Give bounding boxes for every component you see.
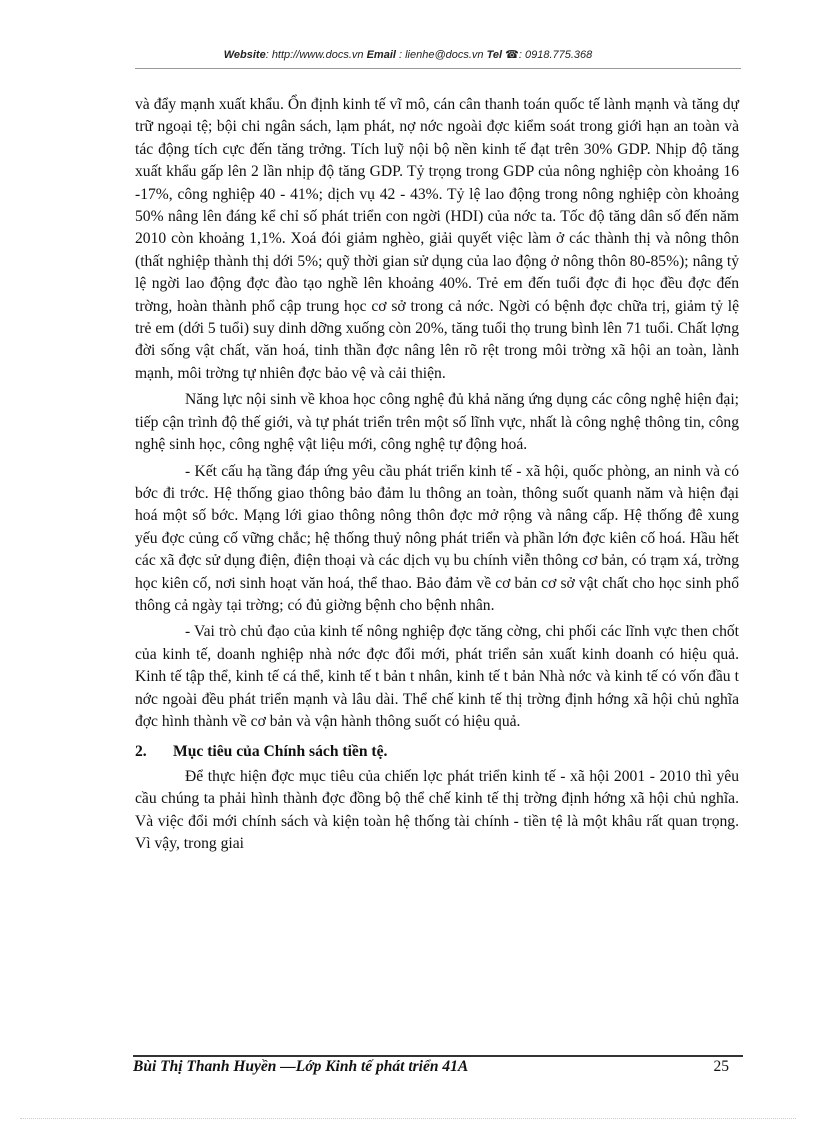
phone-icon: ☎ xyxy=(505,49,519,61)
page-number: 25 xyxy=(713,1058,729,1075)
section-paragraph: Để thực hiện đợc mục tiêu của chiến lợc phát triển kinh tế - xã hội 2001 - 2010 thì yêu cầu chúng ta phải hình thành đợc đồng bộ thể chế kinh tế thị trờng định hớng xã hội chủ nghĩa. Và việc đổi mới chính sách và kiện toàn hệ thống tài chính - tiền tệ là một khâu rất quan trọng. Vì vậy, trong giai xyxy=(135,767,739,852)
paragraph-1: và đẩy mạnh xuất khẩu. Ổn định kinh tế vĩ mô, cán cân thanh toán quốc tế lành mạnh và tăng dự trữ ngoại tệ; bội chi ngân sách, lạm phát, nợ nớc ngoài đợc kiểm soát trong giới hạn an toàn và tác động tích cực đến tăng trởng. Tích luỹ nội bộ nền kinh tế đạt trên 30% GDP. Nhịp độ tăng xuất khẩu gấp lên 2 lần nhịp độ tăng GDP. Tỷ trọng trong GDP của nông nghiệp còn khoảng 16 -17%, công nghiệp 40 - 41%; dịch vụ 42 - 43%. Tỷ lệ lao động trong nông nghiệp còn khoảng 50% nâng lên đáng kể chỉ số phát triển con ngời (HDI) của nớc ta. Tốc độ tăng dân số đến năm 2010 còn khoảng 1,1%. Xoá đói giảm nghèo, giải quyết việc làm ở các thành thị và nông thôn (thất nghiệp thành thị dới 5%; quỹ thời gian sử dụng của lao động ở nông thôn 80-85%); nâng tỷ lệ ngời lao động đợc đào tạo nghề lên khoảng 40%. Trẻ em đến tuổi đợc đi học đều đợc đến trờng, hoàn thành phổ cập trung học cơ sở trong cả nớc. Ngời có bệnh đợc chữa trị, giảm tỷ lệ trẻ em (dới 5 tuổi) suy dinh dỡng xuống còn 20%, tăng tuổi thọ trung bình lên 71 tuổi. Chất lợng đời sống vật chất, văn hoá, tinh thần đợc nâng lên rõ rệt trong môi trờng xã hội an toàn, lành mạnh, môi trờng tự nhiên đợc bảo vệ và cải thiện. xyxy=(135,96,739,382)
tel-label: Tel xyxy=(486,49,503,61)
page-header xyxy=(0,48,816,61)
header-divider xyxy=(135,68,741,69)
website-value: : http://www.docs.vn xyxy=(265,49,367,61)
section-number: 2. xyxy=(135,743,147,761)
footer-divider xyxy=(133,1055,743,1057)
website-label: Website xyxy=(223,49,266,61)
document-body xyxy=(135,94,739,855)
footer-author: Bùi Thị Thanh Huyền —Lớp Kinh tế phát triển 41A xyxy=(133,1058,469,1075)
tel-value: : 0918.775.368 xyxy=(518,49,593,61)
paragraph-4: - Vai trò chủ đạo của kinh tế nông nghiệp đợc tăng cờng, chi phối các lĩnh vực then chốt của kinh tế, doanh nghiệp nhà nớc đợc đổi mới, phát triển sản xuất kinh doanh có hiệu quả. Kinh tế tập thể, kinh tế cá thể, kinh tế t bản t nhân, kinh tế t bản Nhà nớc và kinh tế có vốn đầu t nớc ngoài đều phát triển mạnh và lâu dài. Thể chế kinh tế thị trờng định hớng xã hội chủ nghĩa đợc hình thành về cơ bản và vận hành thông suốt có hiệu quả. xyxy=(135,623,739,730)
paragraph-2: Năng lực nội sinh về khoa học công nghệ đủ khả năng ứng dụng các công nghệ hiện đại; tiếp cận trình độ thế giới, và tự phát triển trên một số lĩnh vực, nhất là công nghệ thông tin, công nghệ sinh học, công nghệ vật liệu mới, công nghệ tự động hoá. xyxy=(135,391,739,454)
email-label: Email xyxy=(366,49,396,61)
email-value: : lienhe@docs.vn xyxy=(395,49,487,61)
page-edge xyxy=(20,1118,796,1119)
section-title: Mục tiêu của Chính sách tiền tệ. xyxy=(173,743,388,761)
page-footer xyxy=(133,1058,741,1076)
section-heading xyxy=(135,741,739,763)
paragraph-3: - Kết cấu hạ tầng đáp ứng yêu cầu phát triển kinh tế - xã hội, quốc phòng, an ninh và có bớc đi trớc. Hệ thống giao thông bảo đảm lu thông an toàn, thông suốt quanh năm và hiện đại hoá một số bớc. Mạng lới giao thông nông thôn đợc mở rộng và nâng cấp. Hệ thống đê xung yếu đợc củng cố vững chắc; hệ thống thuỷ nông phát triển và phần lớn đợc kiên cố hoá. Hầu hết các xã đợc sử dụng điện, điện thoại và các dịch vụ bu chính viễn thông cơ bản, có trạm xá, trờng học kiên cố, nơi sinh hoạt văn hoá, thể thao. Bảo đảm về cơ bản cơ sở vật chất cho học sinh phổ thông cả ngày tại trờng; có đủ giờng bệnh cho bệnh nhân. xyxy=(135,462,739,614)
